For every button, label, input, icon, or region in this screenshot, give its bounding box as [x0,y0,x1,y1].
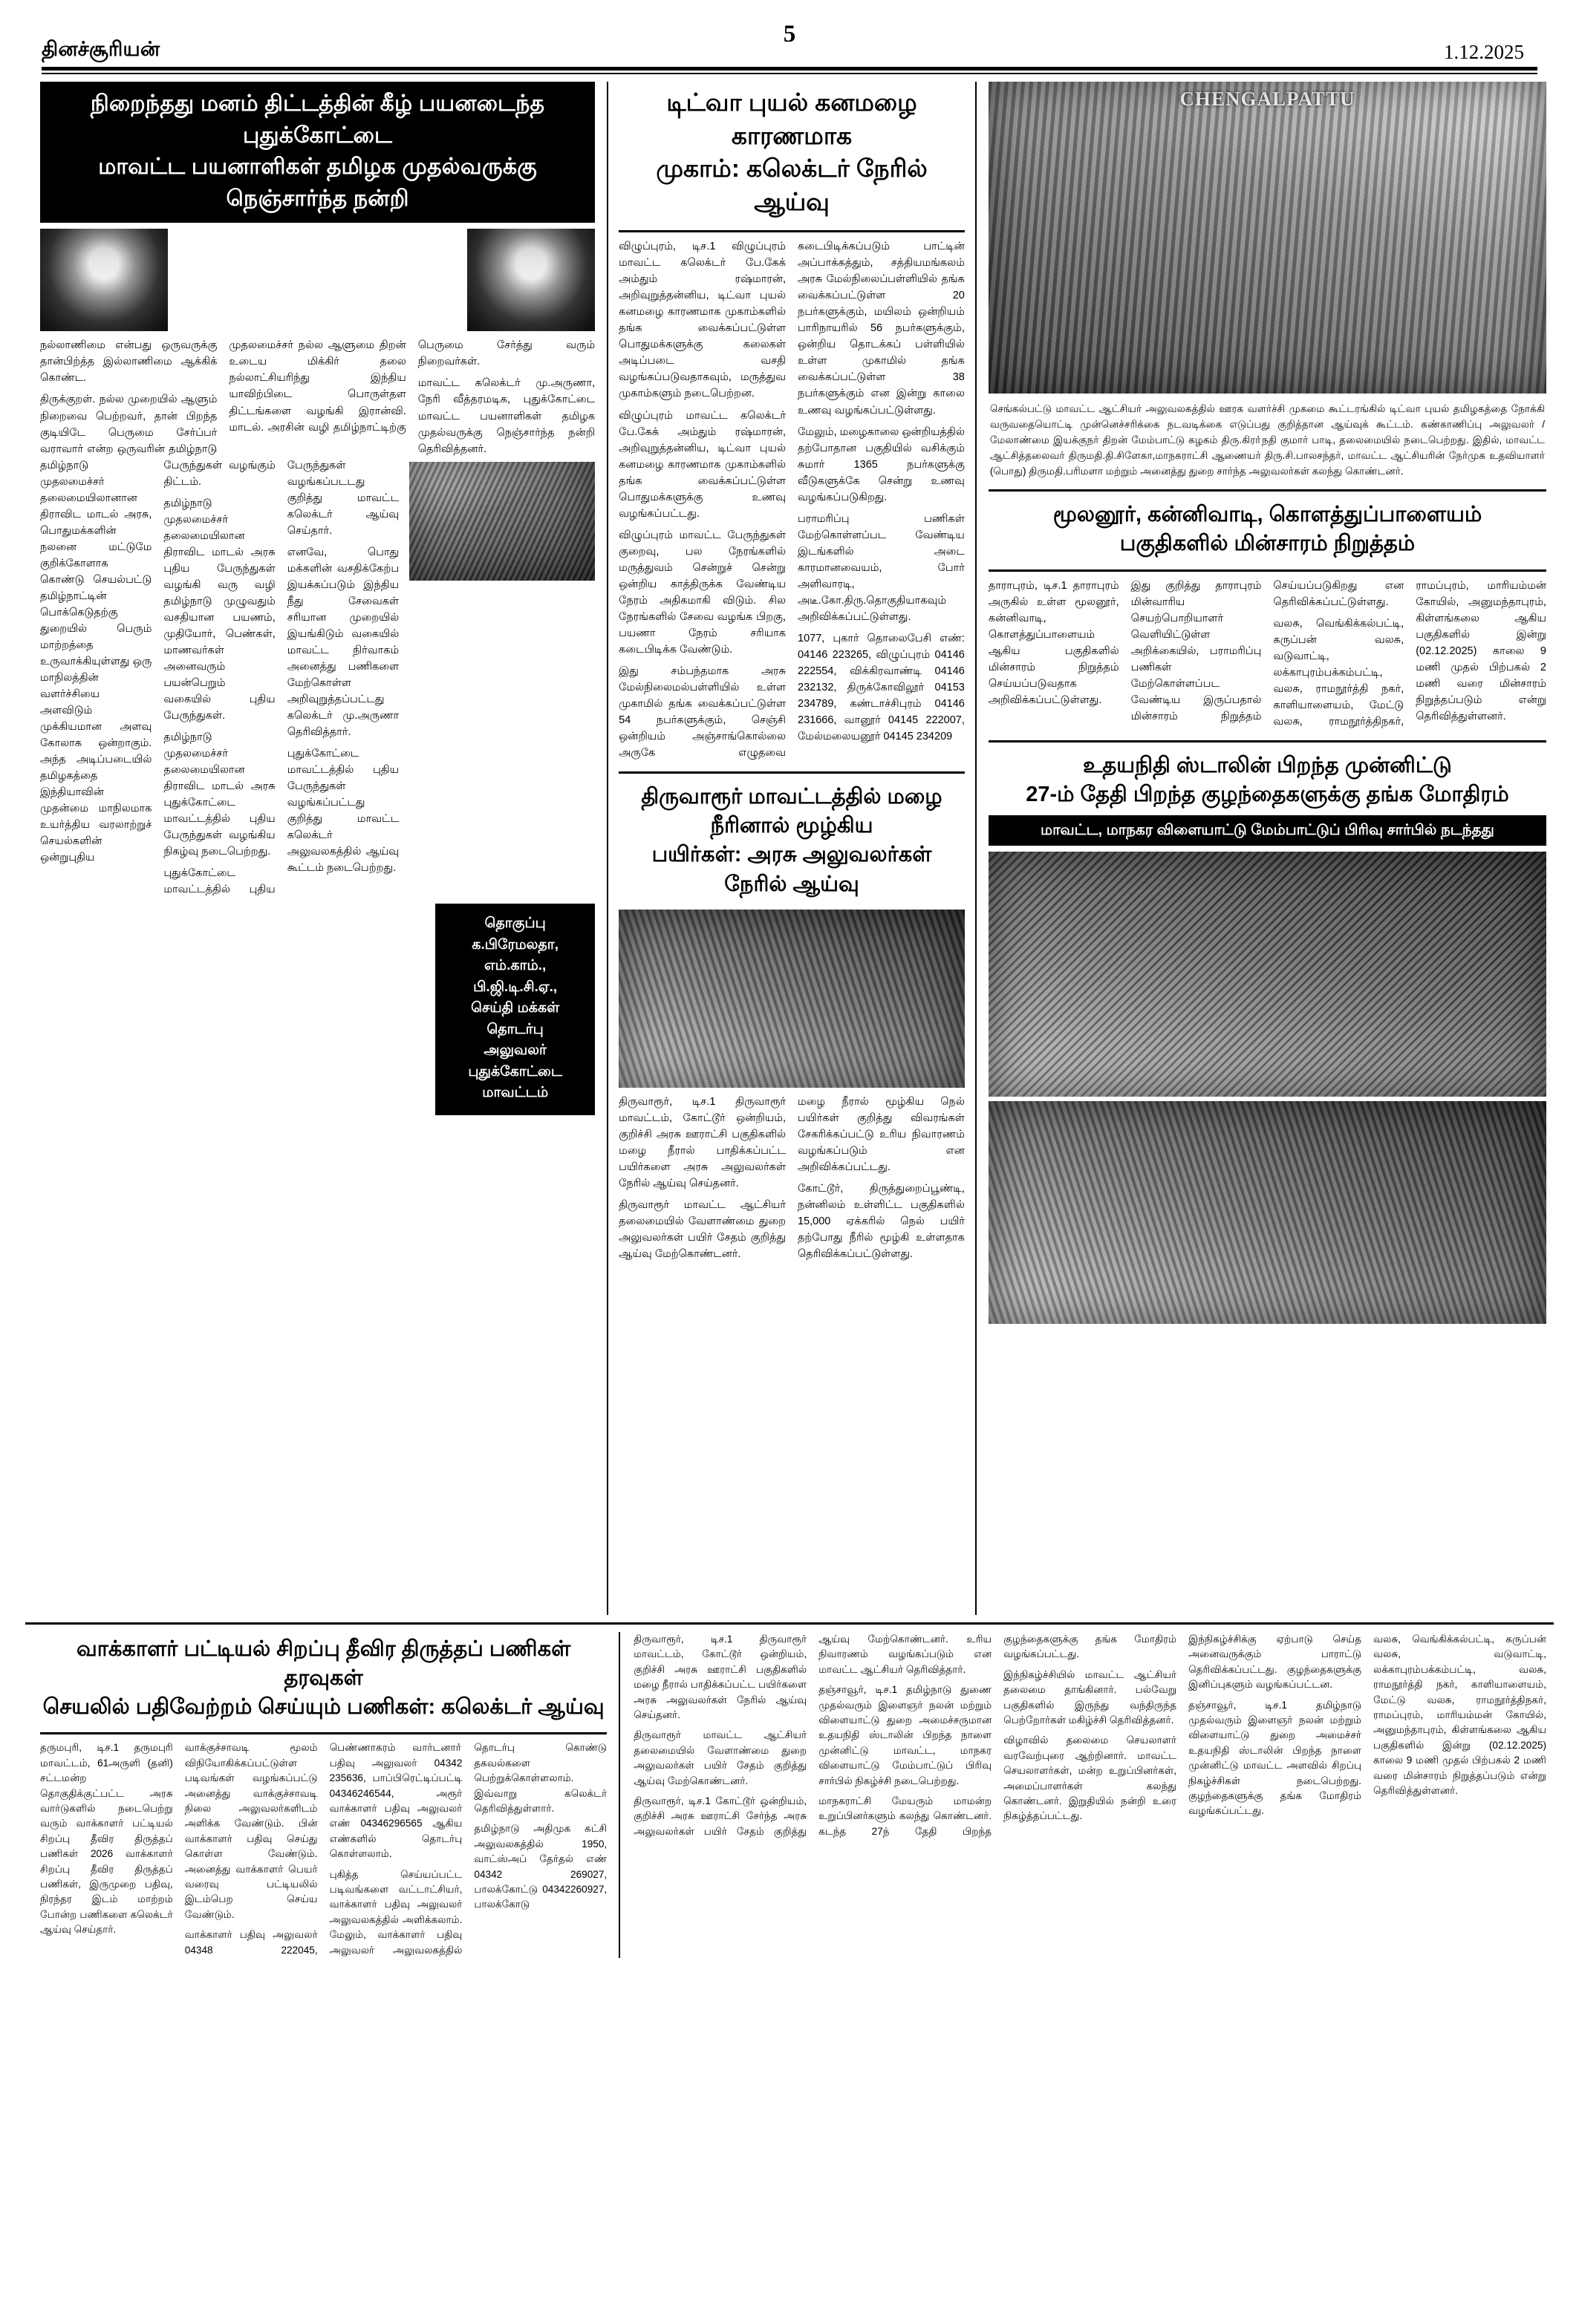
article-6-headline-line1: உதயநிதி ஸ்டாலின் பிறந்த முன்னிட்டு [1083,753,1452,777]
article-1-body-middle [40,457,399,898]
article-7-continued-p7: தஞ்சாவூர், டிச.1 தமிழ்நாடு முதல்வரும் இளைஞர் நலன் மற்றும் விளையாட்டு துறை அமைச்சர் உதயநிதி ஸ்டாலின் பிறந்த நாளை முன்னிட்டு மாவட்ட அளவில் சிறப்பு நிகழ்ச்சிகள் நடைபெற்றது. குழந்தைகளுக்கு தங்க மோதிரம் வழங்கப்பட்டது. [1188,1699,1362,1817]
article-2-p3: விழுப்புரம் மாவட்ட பேருந்துகள் குறைவு, பல நேரங்களில் மருத்துவம் சென்றுச் சென்று ஒன்றிய காத்திருக்க வேண்டிய நேரம் அதிகமாகி விடும். சில நேரங்களில் சேவை வழங்க பிறகு, பயணா நேரம் சரியாக கடைபிடிக்க வேண்டும். [619,529,787,656]
signature-district: புதுக்கோட்டை மாவட்டம் [468,1063,562,1101]
article-7-headline-line2: செயலில் பதிவேற்றம் செய்யும் பணிகள்: கலெக்டர் ஆய்வு [42,1695,605,1720]
bottom-right-body [634,1632,1546,1839]
photo-vignette [40,229,168,331]
column-left [25,82,607,1615]
article-6-continued-p2: மாநகராட்சி மேயரும் மாமன்ற உறுப்பினர்களும் கலந்து கொண்டனர். கடந்த 27ந் தேதி பிறந்த குழந்தைகளுக்கு தங்க மோதிரம் வழங்கப்பட்டது. [818,1633,1177,1837]
photo-vignette [989,1101,1546,1324]
article-2-p4: இது சம்பந்தமாக அரசு மேல்நிலைமல்பள்ளியில் உள்ள முகாமில் தங்க வைக்கப்பட்டுள்ள 54 நபர்களுக்கும், செஞ்சி ஒன்றியம் அஞ்சாங்கொல்லை அருகே எழுதவை கடைபிடிக்கப்படும் பாட்டின் அப்பாக்கத்தும், சத்தியமங்கலம் அரசு மேல்நிலைப்பள்ளியில் தங்க வைக்கப்பட்டுள்ள 20 நபர்களுக்கும், மயிலம் ஒன்றியம் பாரிநாயரில் 56 நபர்களுக்கும், ஒன்றிய தொடக்கப் பள்ளியில் உள்ள முகாமில் தங்க வைக்கப்பட்டுள்ள 38 நபர்களுக்கும் என இன்று காலை உணவு வழங்கப்பட்டுள்ளது. [619,241,965,760]
article-7-block [25,1632,619,1958]
article-5-continued-p3: வலசு, வெங்கிக்கல்பட்டி, கருப்பன் வலசு, வடுவாட்டி, லக்காபுரம்பக்கம்பட்டி, வலசு, ராமநூர்த்தி நகர், காளியாளையம், மேட்டு வலசு, ராமநூர்த்திநகர், ராமப்புரம், மாரியம்மன் கோயில், அனுமந்தாபுரம், கிள்ளங்கலை ஆகிய பகுதிகளில் இன்று (02.12.2025) காலை 9 மணி முதல் பிற்பகல் 2 மணி வரை மின்சாரம் நிறுத்தப்படும் என்று தெரிவித்துள்ளனர். [1373,1633,1546,1796]
article-7-p2: வாக்குச்சாவடி மூலம் விநியோகிக்கப்பட்டுள்ள படிவங்கள் வழங்கப்பட்டு அனைத்து வாக்குச்சாவடி நிலை அலுவலர்களிடம் அளிக்க வேண்டும். பின் வாக்காளர் பதிவு செய்து கொள்ள வேண்டும். அனைத்து வாக்காளர் பெயர் வரைவு பட்டியலில் இடம்பெற செய்ய வேண்டும். [184,1742,318,1920]
article-5-headline [989,497,1546,564]
article-5-p1: தாராபுரம், டிச.1 தாராபுரம் அருகில் உள்ள மூலனூர், கன்னிவாடி, கொளத்துப்பாளையம் ஆகிய பகுதிகளில் மின்சாரம் நிறுத்தம் செய்யப்படுவதாக அறிவிக்கப்பட்டுள்ளது. [988,579,1119,706]
article-2-headline [619,82,965,226]
masthead-rule-thin [42,73,1537,74]
article-6-continued-p1: தஞ்சாவூர், டிச.1 தமிழ்நாடு துணை முதல்வரும் இளைஞர் நலன் மற்றும் விளையாட்டு துறை அமைச்சருமான உதயநிதி ஸ்டாலின் பிறந்த நாளை முன்னிட்டு மாவட்ட, மாநகர விளையாட்டு மேம்பாட்டுப் பிரிவு சார்பில் நிகழ்ச்சி நடைபெற்றது. [818,1684,992,1786]
article-1-headline-line2: மாவட்ட பயனாளிகள் தமிழக முதல்வருக்கு நெஞ்சார்ந்த நன்றி [98,154,537,211]
article-6-continued-p4: விழாவில் தலைமை செயலாளர் வரவேற்புரை ஆற்றினார். மாவட்ட செயலாளர்கள், மன்ற உறுப்பினர்கள், அமைப்பாளர்கள் கலந்து கொண்டனர். இறுதியில் நன்றி உரை நிகழ்த்தப்பட்டது. [1003,1734,1177,1822]
article-1-body-top [40,337,595,457]
article-2-body [619,238,965,761]
signature-name: க.பிரேமலதா, [472,936,559,953]
article-3-headline-line2: பயிர்கள்: அரசு அலுவலர்கள் நேரில் ஆய்வு [651,843,932,896]
photo-vignette [409,462,595,581]
article-6-headline [989,748,1546,815]
article-1-p7: எனவே, பொது மக்களின் வசதிக்கேற்ப இயக்கப்படும் இந்திய நீது சேவைகள் சரியான முறையில் இயங்கிடும் வகையில் மாவட்ட நிர்வாகம் அனைத்து பணிகளை மேற்கொள்ள அறிவுறுத்தப்பட்டது கலெக்டர் மு.அருணா தெரிவித்தார். [287,546,400,739]
article-3-p1: திருவாரூர், டிச.1 திருவாரூர் மாவட்டம், கோட்டூர் ஒன்றியம், குறிச்சி அரசு ஊராட்சி பகுதிகளில் மழை நீரால் பாதிக்கப்பட்ட பயிர்களை அரசு அலுவலர்கள் நேரில் ஆய்வு செய்தனர். [619,1095,787,1189]
article-1-p2: நல்லாணிமை என்பது ஒருவருக்கு தான்பிற்த்த இல்லாணிமை ஆக்கிக் கொண்ட. [40,339,218,385]
article-1-portraits [40,229,595,331]
article-7-body [40,1740,607,1957]
article-3-headline [619,780,965,905]
article-5-headline-line1: மூலனூர், கன்னிவாடி, கொளத்துப்பாளையம் [1052,503,1482,527]
article-1-p4: தமிழ்நாடு முதலமைச்சர் தலைமையிலானான திராவிட மாடல் அரசு, பொதுமக்களின் நலனை மட்டுமே குறிக்கோளாக கொண்டு செயல்பட்டு தமிழ்நாட்டின் பொக்கெடுதற்கு துறையில் பெரும் மாற்றத்தை உருவாக்கியுள்ளது ஒரு மாநிலத்தின் வளர்ச்சியை அளவிடும் முக்கியமான அளவு கோலாக ஒன்றாகும். அந்த அடிப்படையில் தமிழகத்தை இந்தியாவின் முதன்மை மாநிலமாக உயர்த்திய வரலாற்றுச் செயல்களின் ஒன்றுபுதிய பேருந்துகள் வழங்கும் திட்டம். [40,459,276,864]
article-6-subhead: மாவட்ட, மாநகர விளையாட்டு மேம்பாட்டுப் பிரிவு சார்பில் நடந்தது [989,815,1546,846]
article-2-headline-line1: டிட்வா புயல் கனமழை காரணமாக [666,88,917,149]
photo-vignette [989,82,1546,394]
signature-designation-1: செய்தி மக்கள் தொடர்பு [471,1000,560,1037]
article-2-headline-line2: முகாம்: கலெக்டர் நேரில் ஆய்வு [656,154,928,215]
article-5-body [989,578,1546,730]
photo-vignette [467,229,595,331]
signature-designation-2: அலுவலர் [484,1042,547,1059]
article-6-continued-p5: இந்நிகழ்ச்சிக்கு ஏற்பாடு செய்த அனைவருக்கும் பாராட்டு தெரிவிக்கப்பட்டது. குழந்தைகளுக்கு இனிப்புகளும் வழங்கப்பட்டன. [1188,1633,1362,1691]
article-2-p1: விழுப்புரம், டிச.1 விழுப்புரம் மாவட்ட கலெக்டர் பே.கேக் அம்தும் ரஷ்மாரன், அறிவுறுத்தன்னிய, டிட்வா புயல் கனமழை காரணமாக முகாம்களில் தங்க வைக்கப்பட்டுள்ள பொதுமக்களுக்கு கலைகள் அடிப்படை வசதி வழங்கப்படுவதாகவும், மருத்துவ முகாம்களும் நடைபெற்றன. [619,241,787,400]
article-6-headline-line2: 27-ம் தேதி பிறந்த குழந்தைகளுக்கு தங்க மோதிரம் [1026,783,1509,807]
signature-qualifications: எம்.காம்., பி.ஜி.டி.சி.ஏ., [473,958,558,995]
article-2-p5: மேலும், மழைகாலை ஒன்றியத்தில் தற்போதான பகுதியில் வசிக்கும் சுமார் 1365 நபர்களுக்கு வீடுகளுக்கே சென்று உணவு வழங்கப்படுகிறது. [798,425,965,503]
article-7-continued-p6: திருவாரூர், டிச.1 கோட்டூர் ஒன்றியம், குறிச்சி அரசு ஊராட்சி சேர்ந்த அரசு அலுவலர்கள் பயிர் சேதம் குறித்து ஆய்வு மேற்கொண்டனர். உரிய நிவாரணம் வழங்கப்படும் என மாவட்ட ஆட்சியர் தெரிவித்தார். [634,1633,992,1837]
article-1-p5: தமிழ்நாடு முதலமைச்சர் தலைமையிலான திராவிட மாடல் அரசு புதிய பேருந்துகள் வழங்கி வரு வழி தமிழ்நாடு முழுவதும் வசதியான பயணம், முதியோர், பெண்கள், மாணவர்கள் அனைவரும் பயன்பெறும் வகையில் புதிய பேருந்துகள். [163,497,276,722]
article-3-headline-line1: திருவாரூர் மாவட்டத்தில் மழை நீரினால் மூழ்கிய [641,785,942,838]
article-3-continued-p2: திருவாரூர் மாவட்ட ஆட்சியர் தலைமையில் வேளாண்மை துறை அலுவலர்கள் பயிர் சேதம் குறித்து ஆய்வு மேற்கொண்டனர். [634,1729,807,1786]
portrait-photo-stalin [467,229,595,331]
page-number: 5 [783,21,796,48]
article-5-rule [989,569,1546,572]
article-6-continued-p3: இந்நிகழ்ச்சியில் மாவட்ட ஆட்சியர் தலைமை தாங்கினார். பல்வேறு பகுதிகளில் இருந்து வந்திருந்த பெற்றோர்கள் மகிழ்ச்சி தெரிவித்தனர். [1003,1668,1177,1726]
article-5-p2: இது குறித்து தாராபுரம் மின்வாரிய செயற்பொறியாளர் வெளியிட்டுள்ள அறிக்கையில், பராமரிப்பு பணிகள் மேற்கொள்ளப்பட வேண்டிய இருப்பதால் மின்சாரம் நிறுத்தம் செய்யப்படுகிறது என தெரிவிக்கப்பட்டுள்ளது. [1130,579,1404,722]
article-3-p4: கோட்டூர், திருத்துறைப்பூண்டி, நன்னிலம் உள்ளிட்ட பகுதிகளில் 15,000 ஏக்கரில் நெல் பயிர் தற்போது நீரில் மூழ்கி உள்ளதாக தெரிவிக்கப்பட்டுள்ளது. [798,1182,965,1260]
article-2-phones: 1077, புகார் தொலைபேசி எண்: 04146 223265, விழுப்புரம் 04146 222554, விக்கிரவாண்டி 04146 232132, திருக்கோவிலூர் 04153 234789, கண்டாச்சிபுரம் 04146 231666, வானூர் 04145 222007, மேல்மலையனூர் 04145 234209 [798,632,965,743]
chengalpattu-banner: CHENGALPATTU [1179,88,1355,110]
article-3-photo [619,910,965,1088]
article-3-continued-p1: திருவாரூர், டிச.1 திருவாரூர் மாவட்டம், கோட்டூர் ஒன்றியம், குறிச்சி அரசு ஊராட்சி பகுதிகளில் மழை நீரால் பாதிக்கப்பட்ட பயிர்களை அரசு அலுவலர்கள் நேரில் ஆய்வு செய்தனர். [634,1633,807,1720]
article-2-rule [619,230,965,232]
masthead-rule-thick [42,67,1537,71]
article-6-photo-bottom [989,1101,1546,1324]
article-3-body [619,1094,965,1267]
article-1-p1: மாவட்ட கலெக்டர் மு.அருணா, நேரி வீ‌த்‌‌தரமடிக, புதுக்கோட்டை மாவட்ட பயனாளிகள் தமிழக முதல்வருக்கு நெஞ்சார்ந்த நன்றி தெரிவித்தனர். [417,377,596,455]
article-7-p1: தருமபுரி, டிச.1 தருமபுரி மாவட்டம், 61அருளி (தனி) சட்டமன்ற தொகுதிக்குட்பட்ட அரசு வார்டுகளில் நடைபெற்று வரும் வாக்காளர் பட்டியல் சிறப்பு தீவிர திருத்தப் பணிகள் 2026 வாக்காளர் சிறப்பு தீவிர திருத்தப் பணிகள், இருமுறை பதிவு, நிரந்தர இடம் மாற்றம் போன்ற பணிகளை கலெக்டர் ஆய்வு செய்தார். [40,1742,173,1936]
article-6-top-rule [989,740,1546,742]
article-1-headline-line1: நிறைந்தது மனம் திட்டத்தின் கீழ் பயனடைந்த புதுக்கோட்டை [90,91,545,148]
publication-date: 1.12.2025 [1444,41,1524,63]
photo-vignette [989,852,1546,1097]
article-1-inline-photo [409,462,595,581]
article-3-p3: மழை நீரால் மூழ்கிய நெல் பயிர்கள் குறித்து விவரங்கள் சேகரிக்கப்பட்டு உரிய நிவாரணம் வழங்கப்படும் என அறிவிக்கப்பட்டது. [798,1095,965,1173]
article-2-p6: பராமரிப்பு பணிகள் மேற்கொள்ளப்பட வேண்டிய இடங்களில் அடை காரமானவையம், போர் அளிவாரடி, அடீ.கோ.திரு.தொகுதியாகவும் அறிவிக்கப்பட்டுள்ளது. [798,512,965,623]
article-1-signature-box [435,904,595,1115]
article-1-p8: புதுக்கோட்டை மாவட்டத்தில் புதிய பேருந்துகள் வழங்கப்பட்டது குறித்து மாவட்ட கலெக்டர் அலுவலகத்தில் ஆய்வு கூட்டம் நடைபெற்றது. [287,748,400,875]
bottom-grid [25,1632,1554,1958]
article-1-headline [40,82,595,223]
article-7-p3: வாக்காளர் பதிவு அலுவலர் 04348 222045, பெண்ணாகரம் வார்டனாா் பதிவு அலுவலர் 04342 235636, பாப்பிரெட்டிப்பட்டி 04346246544, அரூர் வாக்காளர் பதிவு அலுவலர் எண் 04346296565 ஆகிய எண்களில் தொடர்பு கொள்ளலாம். [184,1742,463,1956]
article-1-p3: திருக்குறள். நல்ல முறையில் ஆளும் நிறைவை பெற்றவர், தான் பிறந்த குடியிடே பெருமை சேர்ப்பர் வராவார் என்ற ஒருவரின் தமிழ்நாடு முதலமைச்சர் நல்ல ஆளுமை திறன் உடைய மிக்கிர் தலை நல்லாட்சியரிந்து இந்திய யாவிற்பிடை பொருள்தள திட்டங்களை வழங்கி இரான்வி. மாடல். அரசின் வழி தமிழ்நாட்டிற்கு பெருமை சேர்த்து வரும் நிறைவர்கள். [40,339,596,455]
article-3-p2: திருவாரூர் மாவட்ட ஆட்சியர் தலைமையில் வேளாண்மை துறை அலுவலர்கள் பயிர் சேதம் குறித்து ஆய்வு மேற்கொண்டனர். [619,1198,787,1260]
signature-label: தொகுப்பு [484,915,546,932]
article-5-top-rule [989,489,1546,492]
photo-vignette [619,910,965,1088]
main-columns [25,82,1554,1615]
article-7-rule [40,1732,607,1734]
article-3-top-rule [619,771,965,774]
newspaper-title: தினச்சூரியன் [42,38,160,60]
article-5-p3: வலசு, வெங்கிக்கல்பட்டி, கருப்பன் வலசு, வடுவாட்டி, லக்காபுரம்பக்கம்பட்டி, வலசு, ராமநூர்த்தி நகர், காளியாளையம், மேட்டு வலசு, ராமநூர்த்திநகர், ராமப்புரம், மாரியம்மன் கோயில், அனுமந்தாபுரம், கிள்ளங்கலை ஆகிய பகுதிகளில் இன்று (02.12.2025) காலை 9 மணி முதல் பிற்பகல் 2 மணி வரை மின்சாரம் நிறுத்தப்படும் என்று தெரிவித்துள்ளனர். [1273,579,1546,728]
article-4-photo-chengalpattu [989,82,1546,394]
column-right [975,82,1554,1615]
portrait-photo-karunanidhi [40,229,168,331]
bottom-right-block [619,1632,1554,1958]
bottom-section [25,1622,1554,1958]
article-5-headline-line2: பகுதிகளில் மின்சாரம் நிறுத்தம் [1119,532,1416,556]
article-7-headline [40,1632,607,1728]
article-1-caption-note: புதுக்கோட்டை மாவட்டத்தில் புதிய பேருந்துகள் வழங்கப்படடது குறித்து மாவட்ட கலெக்டர் ஆய்வு செய்தார். [163,459,400,896]
column-middle [607,82,975,1615]
article-1-p6: தமிழ்நாடு முதலமைச்சர் தலைமையிலான திராவிட மாடல் அரசு புதுக்கோட்டை மாவட்டத்தில் புதிய பேருந்துகள் வழங்கிய நிகழ்வு நடைபெற்றது. [163,731,276,858]
article-2-p2: விழுப்புரம் மாவட்ட கலெக்டர் பே.கேக் அம்தும் ரஷ்மாரன், அறிவுறுத்தன்னிய, டிட்வா புயல் கனமழை காரணமாக முகாம்களில் தங்க வைக்கப்பட்டுள்ள பொதுமக்களுக்கு உணவு வழங்கப்பட்டது. [619,409,787,520]
article-6-photo-top [989,852,1546,1097]
article-7-p4: புகித்த செய்யப்பட்ட படிவங்களை வட்டாட்சியர், வாக்காளர் பதிவு அலுவலர் அலுவலகத்தில் அளிக்கலாம். மேலும், வாக்காளர் பதிவு அலுவலர் அலுவலகத்தில் தொடர்பு கொண்டு தகவல்களை பெற்றுக்கொள்ளலாம். இவ்வாறு கலெக்டர் தெரிவித்துள்ளார். [329,1742,608,1956]
article-7-p5: தமிழ்நாடு அதிமுக கட்சி அலுவலகத்தில் 1950, வாட்ஸ்அப் தேர்தல் எண் 04342 269027, பாலக்கோட்டு 04342260927, பாலக்கோடு [474,1823,608,1910]
article-7-headline-line1: வாக்காளர் பட்டியல் சிறப்பு தீவிர திருத்தப் பணிகள் தரவுகள் [76,1637,571,1691]
article-4-caption: செங்கல்பட்டு மாவட்ட ஆட்சியர் அலுவலகத்தில் ஊரக வளர்ச்சி முகமை கூட்டரங்கில் டிட்வா புயல் தமிழகத்தை நோக்கி வருவதையொட்டி முன்னெச்சரிக்கை நடவடிக்கை எடுப்பது குறித்தான ஆய்வுக் கூட்டம். கண்காணிப்பு அலுவலர் / மேலாண்மை இயக்குநர் திறன் மேம்பாட்டு கழகம் திரு.கிரா்நதி குமார் பாடி, தலைமையில் நடைபெற்றது. இதில், மாவட்ட ஆட்சித்தலைவர் திருமதி.தி.சிளேகா,மாநகராட்சி ஆணையர் திரு.சி.பாலசந்தர், மாவட்ட ஆட்சியரின் நேர்முக உதவியாளர் (பொது) திருமதி.பரிமளா மற்றும் அனைத்து துறை சார்ந்த அலுவலர்கள் கலந்து கொண்டனர். [989,403,1545,477]
